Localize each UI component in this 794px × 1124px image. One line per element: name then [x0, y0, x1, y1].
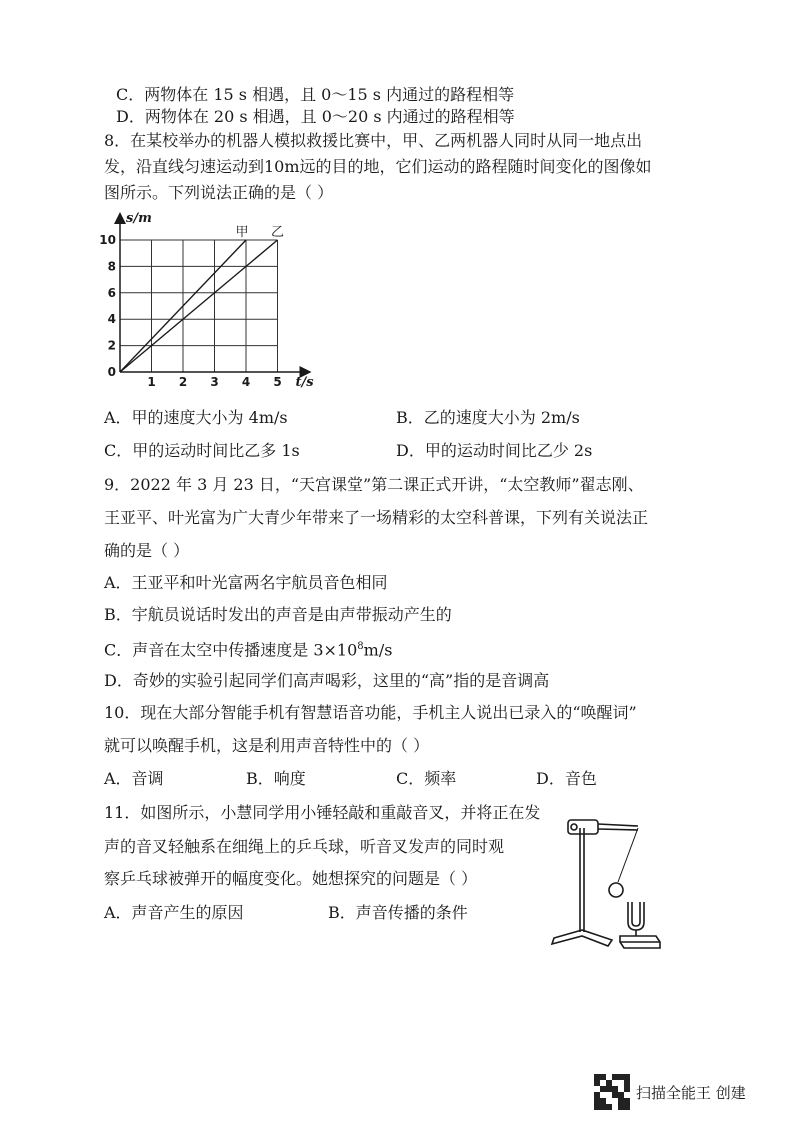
q10-option-d: D．音色	[536, 769, 597, 788]
q9-stem-line-1: 9．2022 年 3 月 23 日，“天宫课堂”第二课正式开讲，“太空教师”翟志刚、	[104, 475, 644, 494]
tuning-fork-apparatus-illustration	[546, 810, 666, 956]
q8-stem-line-2: 发，沿直线匀速运动到10m远的目的地，它们运动的路程随时间变化的图像如	[104, 157, 652, 176]
x-tick-label: 5	[273, 375, 282, 388]
q8-option-b: B．乙的速度大小为 2m/s	[396, 408, 580, 427]
q9-stem-line-2: 王亚平、叶光富为广大青少年带来了一场精彩的太空科普课，下列有关说法正	[104, 508, 649, 527]
position-time-graph	[96, 208, 336, 388]
x-axis-label: t/s	[295, 375, 314, 388]
x-tick-label: 3	[210, 375, 219, 388]
q11-stem-line-3: 察乒乓球被弹开的幅度变化。她想探究的问题是（ ）	[104, 869, 478, 888]
q10-stem-line-1: 10．现在大部分智能手机有智慧语音功能，手机主人说出已录入的“唤醒词”	[104, 703, 637, 722]
q8-option-a: A．甲的速度大小为 4m/s	[104, 408, 288, 427]
q9-option-b: B．宇航员说话时发出的声音是由声带振动产生的	[104, 605, 452, 624]
q11-stem-line-2: 声的音叉轻触系在细绳上的乒乓球，听音叉发声的同时观	[104, 837, 505, 856]
x-tick-label: 4	[241, 375, 251, 388]
q7-option-d: D．两物体在 20 s 相遇，且 0～20 s 内通过的路程相等	[116, 107, 515, 126]
y-tick-label: 10	[99, 233, 116, 247]
q8-option-d: D．甲的运动时间比乙少 2s	[396, 441, 593, 460]
hanging-thread	[618, 828, 638, 882]
series-label-2: 乙	[270, 225, 285, 240]
q8-stem-line-1: 8．在某校举办的机器人模拟救援比赛中，甲、乙两机器人同时从同一地点出	[104, 131, 643, 150]
y-tick-label: 8	[107, 259, 116, 274]
y-axis-label: s/m	[126, 211, 152, 226]
q11-stem-line-1: 11．如图所示，小慧同学用小锤轻敲和重敲音叉，并将正在发	[104, 803, 541, 822]
q8-stem-line-3: 图所示。下列说法正确的是（ ）	[104, 183, 334, 202]
q9-option-d: D．奇妙的实验引起同学们高声喝彩，这里的“高”指的是音调高	[104, 671, 550, 690]
watermark-text: 扫描全能王 创建	[636, 1083, 746, 1102]
q9-stem-line-3: 确的是（ ）	[104, 541, 190, 560]
ping-pong-ball	[609, 883, 623, 897]
stand-base	[552, 930, 612, 946]
y-tick-label: 4	[107, 312, 116, 327]
q9-option-a: A．王亚平和叶光富两名宇航员音色相同	[104, 573, 388, 592]
stand-arm	[598, 824, 638, 826]
x-tick-label: 2	[178, 375, 188, 388]
q9-option-c-unit: m/s	[363, 640, 393, 660]
series-line-2	[120, 240, 278, 372]
qr-code-icon	[594, 1074, 630, 1110]
y-tick-label: 0	[107, 365, 116, 379]
q10-option-a: A．音调	[104, 769, 164, 788]
q9-option-c	[104, 636, 392, 661]
q9-option-c-exponent: 8	[357, 641, 364, 652]
q7-option-c: C．两物体在 15 s 相遇，且 0～15 s 内通过的路程相等	[116, 85, 515, 104]
stand-clamp	[568, 820, 598, 834]
x-tick-label: 1	[147, 375, 156, 388]
y-tick-label: 2	[107, 338, 116, 353]
y-tick-label: 6	[107, 285, 116, 300]
q10-option-c: C．频率	[396, 769, 457, 788]
q11-option-b: B．声音传播的条件	[328, 903, 468, 922]
q9-option-c-text: C．声音在太空中传播速度是 3×10	[104, 640, 358, 660]
q10-stem-line-2: 就可以唤醒手机，这是利用声音特性中的（ ）	[104, 736, 430, 755]
q10-option-b: B．响度	[246, 769, 306, 788]
scanner-watermark	[594, 1074, 746, 1110]
series-label-1: 甲	[235, 225, 249, 240]
q11-option-a: A．声音产生的原因	[104, 903, 244, 922]
q8-option-c: C．甲的运动时间比乙多 1s	[104, 441, 300, 460]
